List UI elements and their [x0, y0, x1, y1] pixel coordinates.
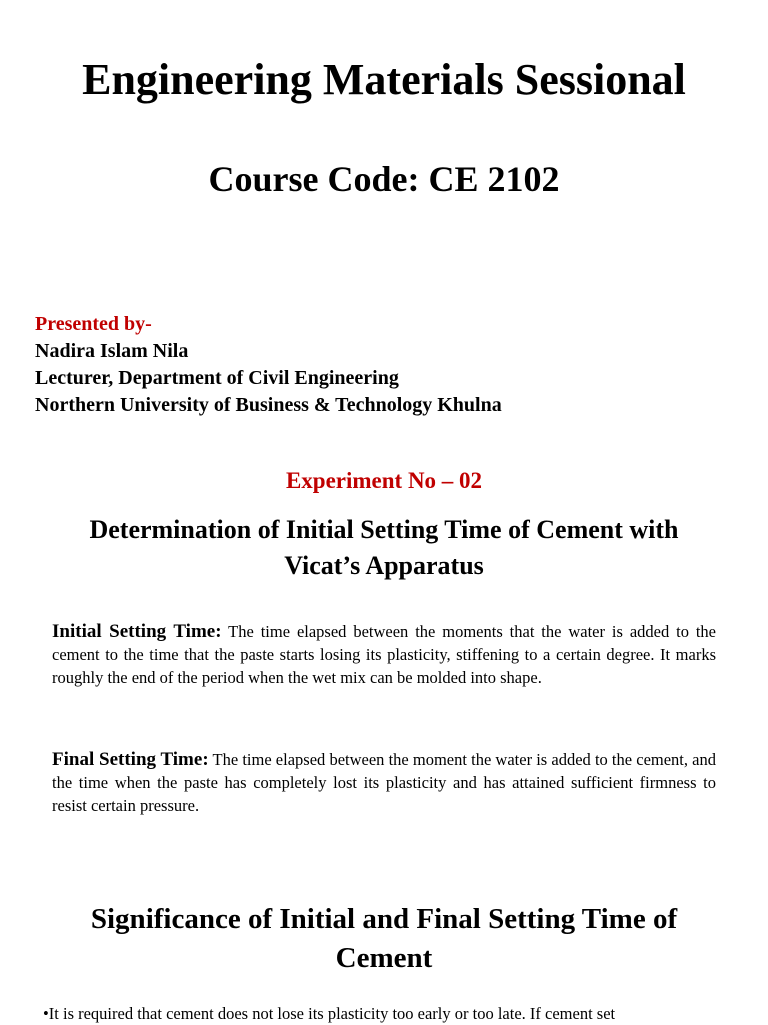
definition-text: The time elapsed between the moment the water is added to the cement, and the time when the paste has completely lost its plasticity and has attained sufficient firmness to resist certain pressure. — [52, 750, 716, 815]
experiment-heading-line1: Determination of Initial Setting Time of Cement with — [89, 515, 679, 544]
presenter-name: Nadira Islam Nila — [35, 340, 189, 362]
definition-term: Initial Setting Time: — [52, 621, 222, 642]
significance-bullet: •It is required that cement does not lose its plasticity too early or too late. If cement set — [43, 1004, 616, 1023]
experiment-heading-line2: Vicat’s Apparatus — [284, 551, 484, 580]
definition-text: The time elapsed between the moments that the water is added to the cement to the time that the paste starts losing its plasticity, stiffening to a certain degree. It marks roughly the end of the period when the wet mix can be molded into shape. — [52, 622, 717, 687]
significance-heading-line1: Significance of Initial and Final Setting Time of — [90, 903, 678, 935]
experiment-heading — [0, 512, 768, 584]
definition-initial-setting-time — [52, 620, 716, 689]
course-code: Course Code: CE 2102 — [208, 159, 560, 199]
presenter-block — [35, 311, 502, 419]
presenter-label: Presented by- — [35, 313, 152, 335]
significance-heading — [0, 900, 768, 978]
definition-term: Final Setting Time: — [52, 749, 209, 770]
presenter-position: Lecturer, Department of Civil Engineering — [35, 367, 399, 389]
document-title: Engineering Materials Sessional — [82, 55, 686, 104]
significance-heading-line2: Cement — [335, 942, 433, 974]
presenter-institution: Northern University of Business & Technology Khulna — [35, 394, 502, 416]
experiment-number: Experiment No – 02 — [285, 468, 483, 493]
definition-final-setting-time — [52, 748, 716, 817]
